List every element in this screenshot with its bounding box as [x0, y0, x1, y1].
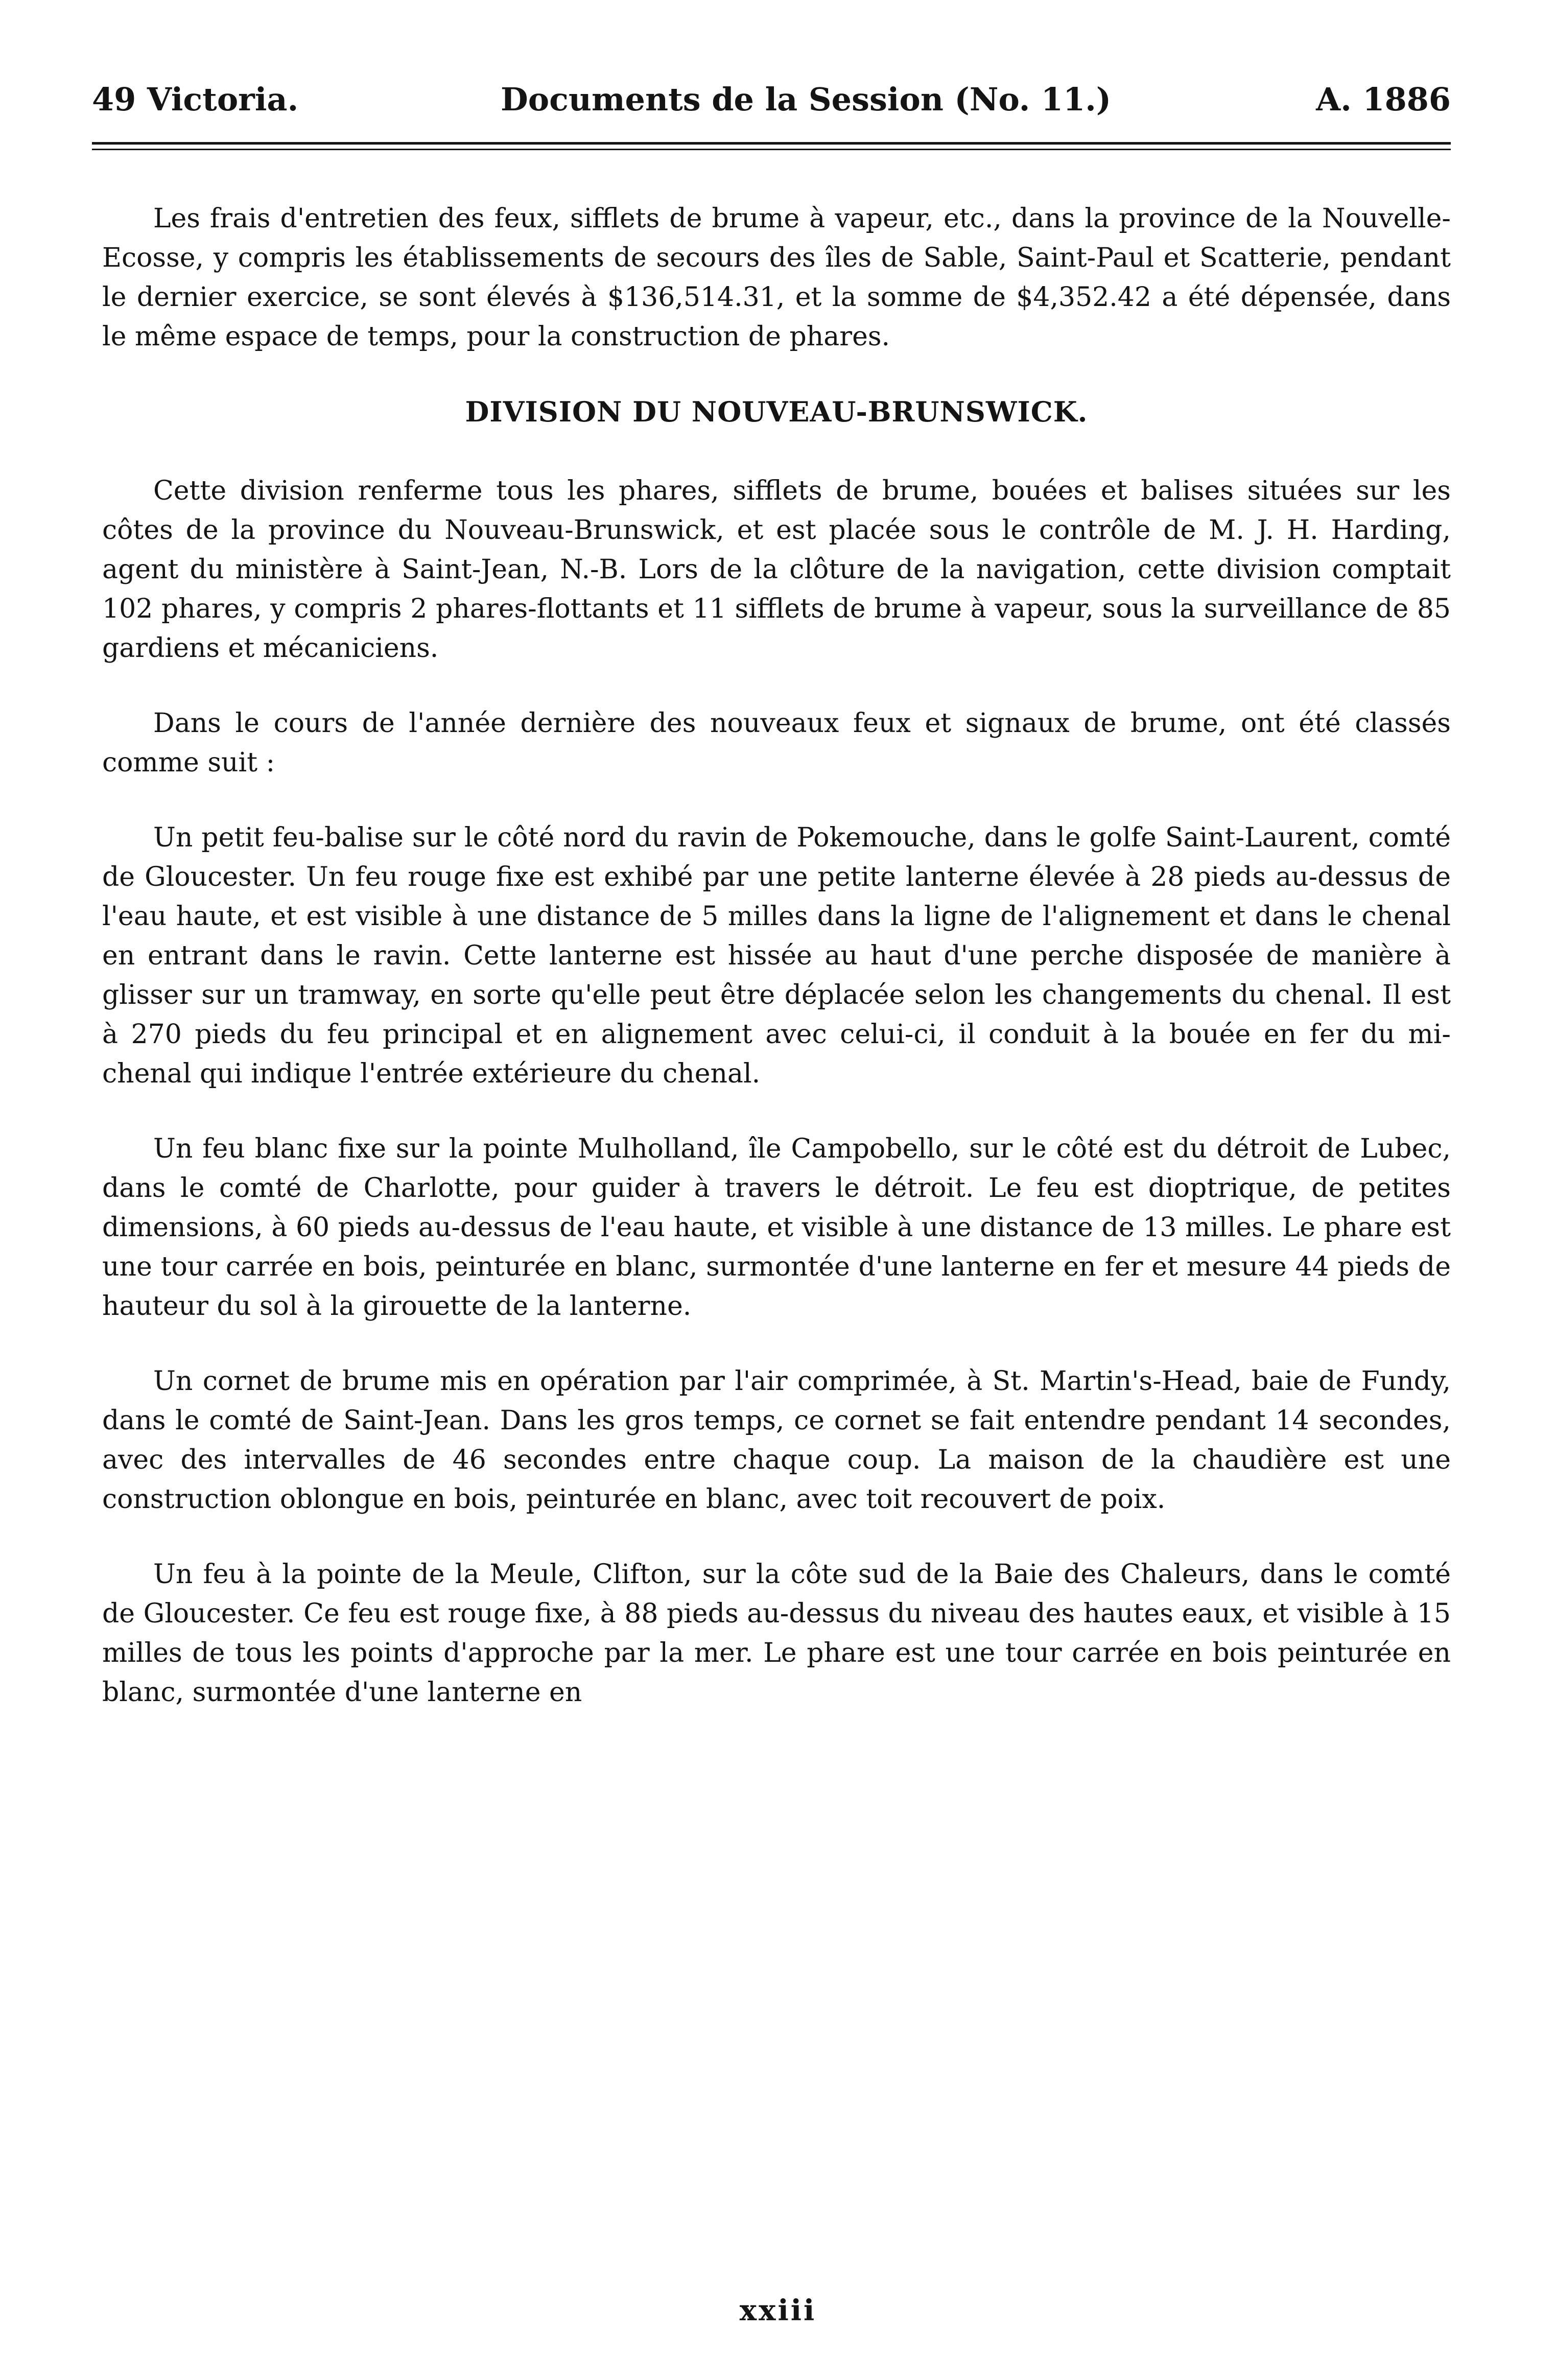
page-number: xxiii — [739, 2294, 817, 2327]
running-head-left: 49 Victoria. — [92, 81, 299, 118]
paragraph: Dans le cours de l'année dernière des nouveaux feux et signaux de brume, ont été classés comme suit : — [102, 708, 1451, 778]
body-text — [102, 199, 1451, 1712]
section-heading: DIVISION DU NOUVEAU-BRUNSWICK. — [465, 395, 1088, 428]
paragraph: Un petit feu-balise sur le côté nord du ravin de Pokemouche, dans le golfe Saint-Laurent, comté de Gloucester. Un feu rouge fixe est exhibé par une petite lanterne élevée à 28 pieds au-dessus de l'eau haute, et est visible à une distance de 5 milles dans la ligne de l'alignement et dans le chenal en entrant dans le ravin. Cette lanterne est hissée au haut d'une perche disposée de manière à glisser sur un tramway, en sorte qu'elle peut être déplacée selon les changements du chenal. Il est à 270 pieds du feu principal et en alignement avec celui-ci, il conduit à la bouée en fer du mi-chenal qui indique l'entrée extérieure du chenal. — [102, 822, 1451, 1089]
paragraph: Cette division renferme tous les phares, sifflets de brume, bouées et balises situées sur les côtes de la province du Nouveau-Brunswick, et est placée sous le contrôle de M. J. H. Harding, agent du ministère à Saint-Jean, N.-B. Lors de la clôture de la navigation, cette division comptait 102 phares, y compris 2 phares-flottants et 11 sifflets de brume à vapeur, sous la surveillance de 85 gardiens et mécaniciens. — [102, 476, 1451, 664]
running-head-right: A. 1886 — [1316, 81, 1451, 118]
paragraph: Un feu à la pointe de la Meule, Clifton, sur la côte sud de la Baie des Chaleurs, dans le comté de Gloucester. Ce feu est rouge fixe, à 88 pieds au-dessus du niveau des hautes eaux, et visible à 15 milles de tous les points d'approche par la mer. Le phare est une tour carrée en bois peinturée en blanc, surmontée d'une lanterne en — [102, 1559, 1451, 1708]
running-head-center: Documents de la Session (No. 11.) — [501, 81, 1112, 118]
header-rule — [92, 142, 1451, 150]
paragraph: Un cornet de brume mis en opération par l'air comprimée, à St. Martin's-Head, baie de Fundy, dans le comté de Saint-Jean. Dans les gros temps, ce cornet se fait entendre pendant 14 secondes, avec des intervalles de 46 secondes entre chaque coup. La maison de la chaudière est une construction oblongue en bois, peinturée en blanc, avec toit recouvert de poix. — [102, 1366, 1451, 1515]
paragraph: Les frais d'entretien des feux, sifflets de brume à vapeur, etc., dans la province de la Nouvelle-Ecosse, y compris les établissements de secours des îles de Sable, Saint-Paul et Scatterie, pendant le dernier exercice, se sont élevés à $136,514.31, et la somme de $4,352.42 a été dépensée, dans le même espace de temps, pour la construction de phares. — [102, 203, 1451, 352]
paragraph: Un feu blanc fixe sur la pointe Mulholland, île Campobello, sur le côté est du détroit de Lubec, dans le comté de Charlotte, pour guider à travers le détroit. Le feu est dioptrique, de petites dimensions, à 60 pieds au-dessus de l'eau haute, et visible à une distance de 13 milles. Le phare est une tour carrée en bois, peinturée en blanc, surmontée d'une lanterne en fer et mesure 44 pieds de hauteur du sol à la girouette de la lanterne. — [102, 1134, 1451, 1322]
running-head — [92, 77, 1451, 123]
